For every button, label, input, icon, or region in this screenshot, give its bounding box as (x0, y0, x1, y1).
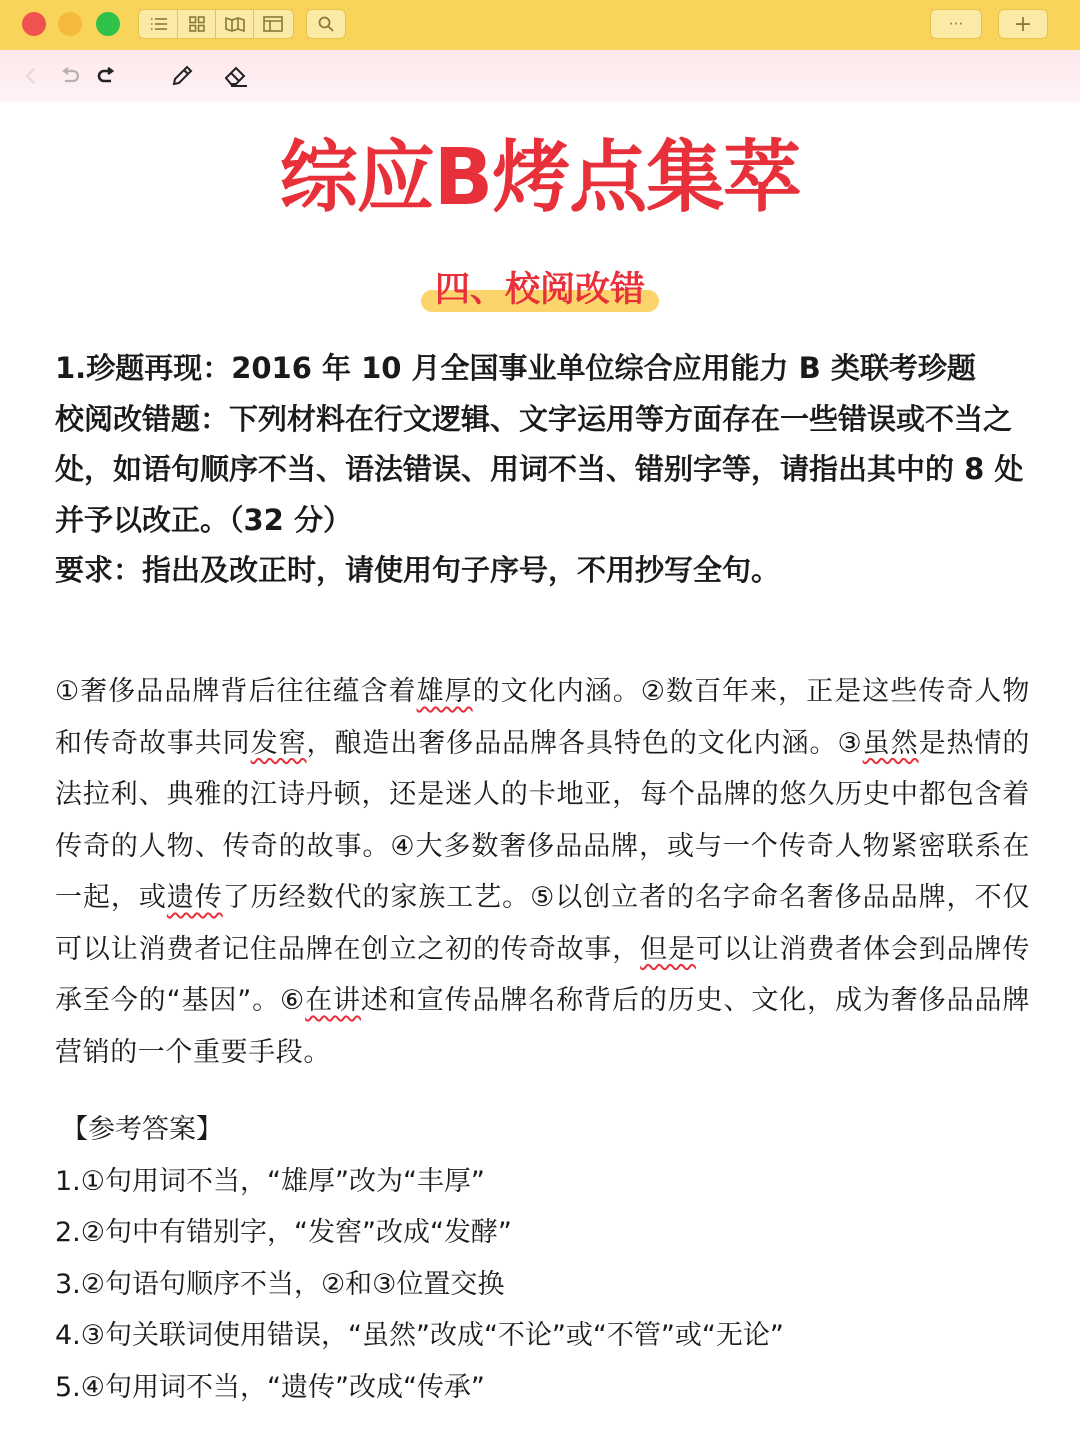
add-button[interactable] (998, 9, 1048, 39)
answer-item: 2.②句中有错别字，“发窖”改成“发酵” (55, 1217, 512, 1248)
eraser-icon[interactable] (220, 60, 252, 92)
passage-text: 是热情的法拉利、典雅的江诗丹顿，还是迷人的卡地亚，每个品牌的悠久历史中都包含着传奇的人物、传奇的故事。④大多数奢侈品品牌，或与一个传奇人物紧密联系在一起，或 (55, 727, 1031, 913)
window-title-bar (0, 0, 1080, 50)
back-icon[interactable] (14, 60, 46, 92)
view-mode-group (138, 9, 294, 39)
question-source: 1.珍题再现：2016 年 10 月全国事业单位综合应用能力 B 类联考珍题 (55, 351, 976, 385)
marked-error: 雄厚 (416, 676, 473, 707)
page-title: 综应B烤点集萃 (279, 133, 801, 223)
search-icon (318, 16, 334, 32)
material-passage (55, 666, 1030, 1078)
more-button[interactable] (930, 9, 982, 39)
gallery-view-icon[interactable] (254, 10, 292, 38)
search-button[interactable] (306, 9, 346, 39)
maximize-window-button[interactable] (96, 12, 120, 36)
grid-view-icon[interactable] (178, 10, 216, 38)
more-icon: ··· (948, 15, 964, 33)
answer-item: 4.③句关联词使用错误，“虽然”改成“不论”或“不管”或“无论” (55, 1320, 784, 1351)
answer-item: 5.④句用词不当，“遗传”改成“传承” (55, 1371, 485, 1403)
answer-item: 1.①句用词不当，“雄厚”改为“丰厚” (55, 1165, 485, 1197)
marked-error: 虽然 (862, 727, 919, 759)
question-prompt: 校阅改错题：下列材料在行文逻辑、文字运用等方面存在一些错误或不当之处，如语句顺序不当、语法错误、用词不当、错别字等，请指出其中的 8 处并予以改正。（32 分） (55, 401, 1024, 537)
question-requirement: 要求：指出及改正时，请使用句子序号，不用抄写全句。 (55, 553, 781, 587)
passage-text: ，酿造出奢侈品品牌各具特色的文化内涵。③ (306, 727, 863, 759)
answer-section (55, 1104, 1030, 1413)
edit-toolbar (0, 50, 1080, 102)
marked-error: 但是 (640, 933, 696, 965)
pen-icon[interactable] (166, 60, 198, 92)
passage-text: 的文化内涵。②数百年来，正是这些传奇人物和传奇故事共同 (55, 676, 1030, 759)
answer-item: 3.②句语句顺序不当，②和③位置交换 (55, 1268, 505, 1300)
passage-text: 述和宣传品牌名称背后的历史、文化，成为奢侈品品牌营销的一个重要手段。 (55, 985, 1031, 1068)
section-heading (0, 264, 1080, 316)
marked-error: 在讲 (305, 985, 361, 1016)
book-view-icon[interactable] (216, 10, 254, 38)
marked-error: 遗传 (166, 882, 223, 913)
answer-heading: 【参考答案】 (61, 1114, 223, 1145)
plus-icon: + (1013, 11, 1033, 37)
redo-icon[interactable] (90, 60, 122, 92)
minimize-window-button[interactable] (58, 12, 82, 36)
passage-text: ①奢侈品品牌背后往往蕴含着 (55, 676, 417, 707)
undo-icon[interactable] (54, 60, 86, 92)
passage-text: 可以让消费者体会到品牌传承至今的“基因”。⑥ (55, 933, 1030, 1016)
close-window-button[interactable] (22, 12, 46, 36)
passage-text: 了历经数代的家族工艺。⑤以创立者的名字命名奢侈品品牌，不仅可以让消费者记住品牌在创立之初的传奇故事， (55, 882, 1031, 965)
marked-error: 发窖 (250, 727, 307, 759)
section-heading-text: 四、校阅改错 (421, 264, 659, 316)
list-view-icon[interactable] (140, 10, 178, 38)
question-block (55, 343, 1030, 596)
